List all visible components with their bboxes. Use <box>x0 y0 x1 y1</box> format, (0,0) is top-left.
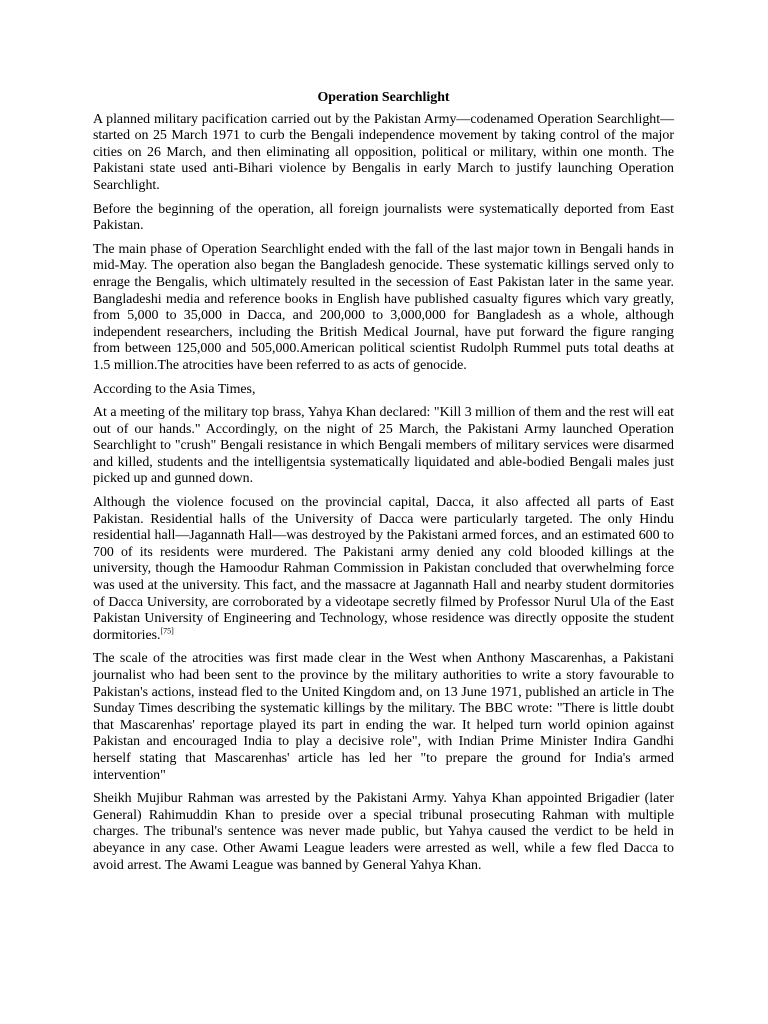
paragraph-dacca-text: Although the violence focused on the provincial capital, Dacca, it also affected all parts of East Pakistan. Residential halls of the University of Dacca were particularly targeted. The only Hindu residential hall—Jagannath Hall—was destroyed by the Pakistani armed forces, and an estimated 600 to 700 of its residents were murdered. The Pakistani army denied any cold blooded killings at the university, though the Hamoodur Rahman Commission in Pakistan concluded that overwhelming force was used at the university. This fact, and the massacre at Jagannath Hall and nearby student dormitories of Dacca University, are corroborated by a videotape secretly filmed by Professor Nurul Ula of the East Pakistan University of Engineering and Technology, whose residence was directly opposite the student dormitories. <box>93 495 674 643</box>
paragraph-quote: At a meeting of the military top brass, Yahya Khan declared: "Kill 3 million of them and the rest will eat out of our hands." Accordingly, on the night of 25 March, the Pakistani Army launched Operation Searchlight to "crush" Bengali resistance in which Bengali members of military services were disarmed and killed, students and the intelligentsia systematically liquidated and able-bodied Bengali males just picked up and gunned down. <box>93 405 674 487</box>
paragraph-main-phase: The main phase of Operation Searchlight ended with the fall of the last major town in Bengali hands in mid-May. The operation also began the Bangladesh genocide. These systematic killings served only to enrage the Bengalis, which ultimately resulted in the secession of East Pakistan later in the same year. Bangladeshi media and reference books in English have published casualty figures which vary greatly, from 5,000 to 35,000 in Dacca, and 200,000 to 3,000,000 for Bangladesh as a whole, although independent researchers, including the British Medical Journal, have put forward the figure ranging from between 125,000 and 505,000.American political scientist Rudolph Rummel puts total deaths at 1.5 million.The atrocities have been referred to as acts of genocide. <box>93 241 674 373</box>
paragraph-mascarenhas: The scale of the atrocities was first made clear in the West when Anthony Mascarenhas, a Pakistani journalist who had been sent to the province by the military authorities to write a story favourable to Pakistan's actions, instead fled to the United Kingdom and, on 13 June 1971, published an article in The Sunday Times describing the systematic killings by the military. The BBC wrote: "There is little doubt that Mascarenhas' reportage played its part in ending the war. It helped turn world opinion against Pakistan and encouraged India to play a decisive role", with Indian Prime Minister Indira Gandhi herself stating that Mascarenhas' article has led her "to prepare the ground for India's armed intervention" <box>93 651 674 783</box>
paragraph-dacca <box>93 495 674 644</box>
paragraph-mujib-arrest: Sheikh Mujibur Rahman was arrested by the Pakistani Army. Yahya Khan appointed Brigadier (later General) Rahimuddin Khan to preside over a special tribunal prosecuting Rahman with multiple charges. The tribunal's sentence was never made public, but Yahya caused the verdict to be held in abeyance in any case. Other Awami League leaders were arrested as well, while a few fled Dacca to avoid arrest. The Awami League was banned by General Yahya Khan. <box>93 791 674 873</box>
page-title: Operation Searchlight <box>317 90 450 105</box>
paragraph-journalists: Before the beginning of the operation, all foreign journalists were systematically deported from East Pakistan. <box>93 201 674 234</box>
document-page <box>93 90 674 881</box>
paragraph-asia-times-intro: According to the Asia Times, <box>93 381 256 397</box>
footnote-ref[interactable]: [75] <box>160 626 174 636</box>
paragraph-intro: A planned military pacification carried out by the Pakistan Army—codenamed Operation Searchlight—started on 25 March 1971 to curb the Bengali independence movement by taking control of the major cities on 26 March, and then eliminating all opposition, political or military, within one month. The Pakistani state used anti-Bihari violence by Bengalis in early March to justify launching Operation Searchlight. <box>93 111 674 193</box>
